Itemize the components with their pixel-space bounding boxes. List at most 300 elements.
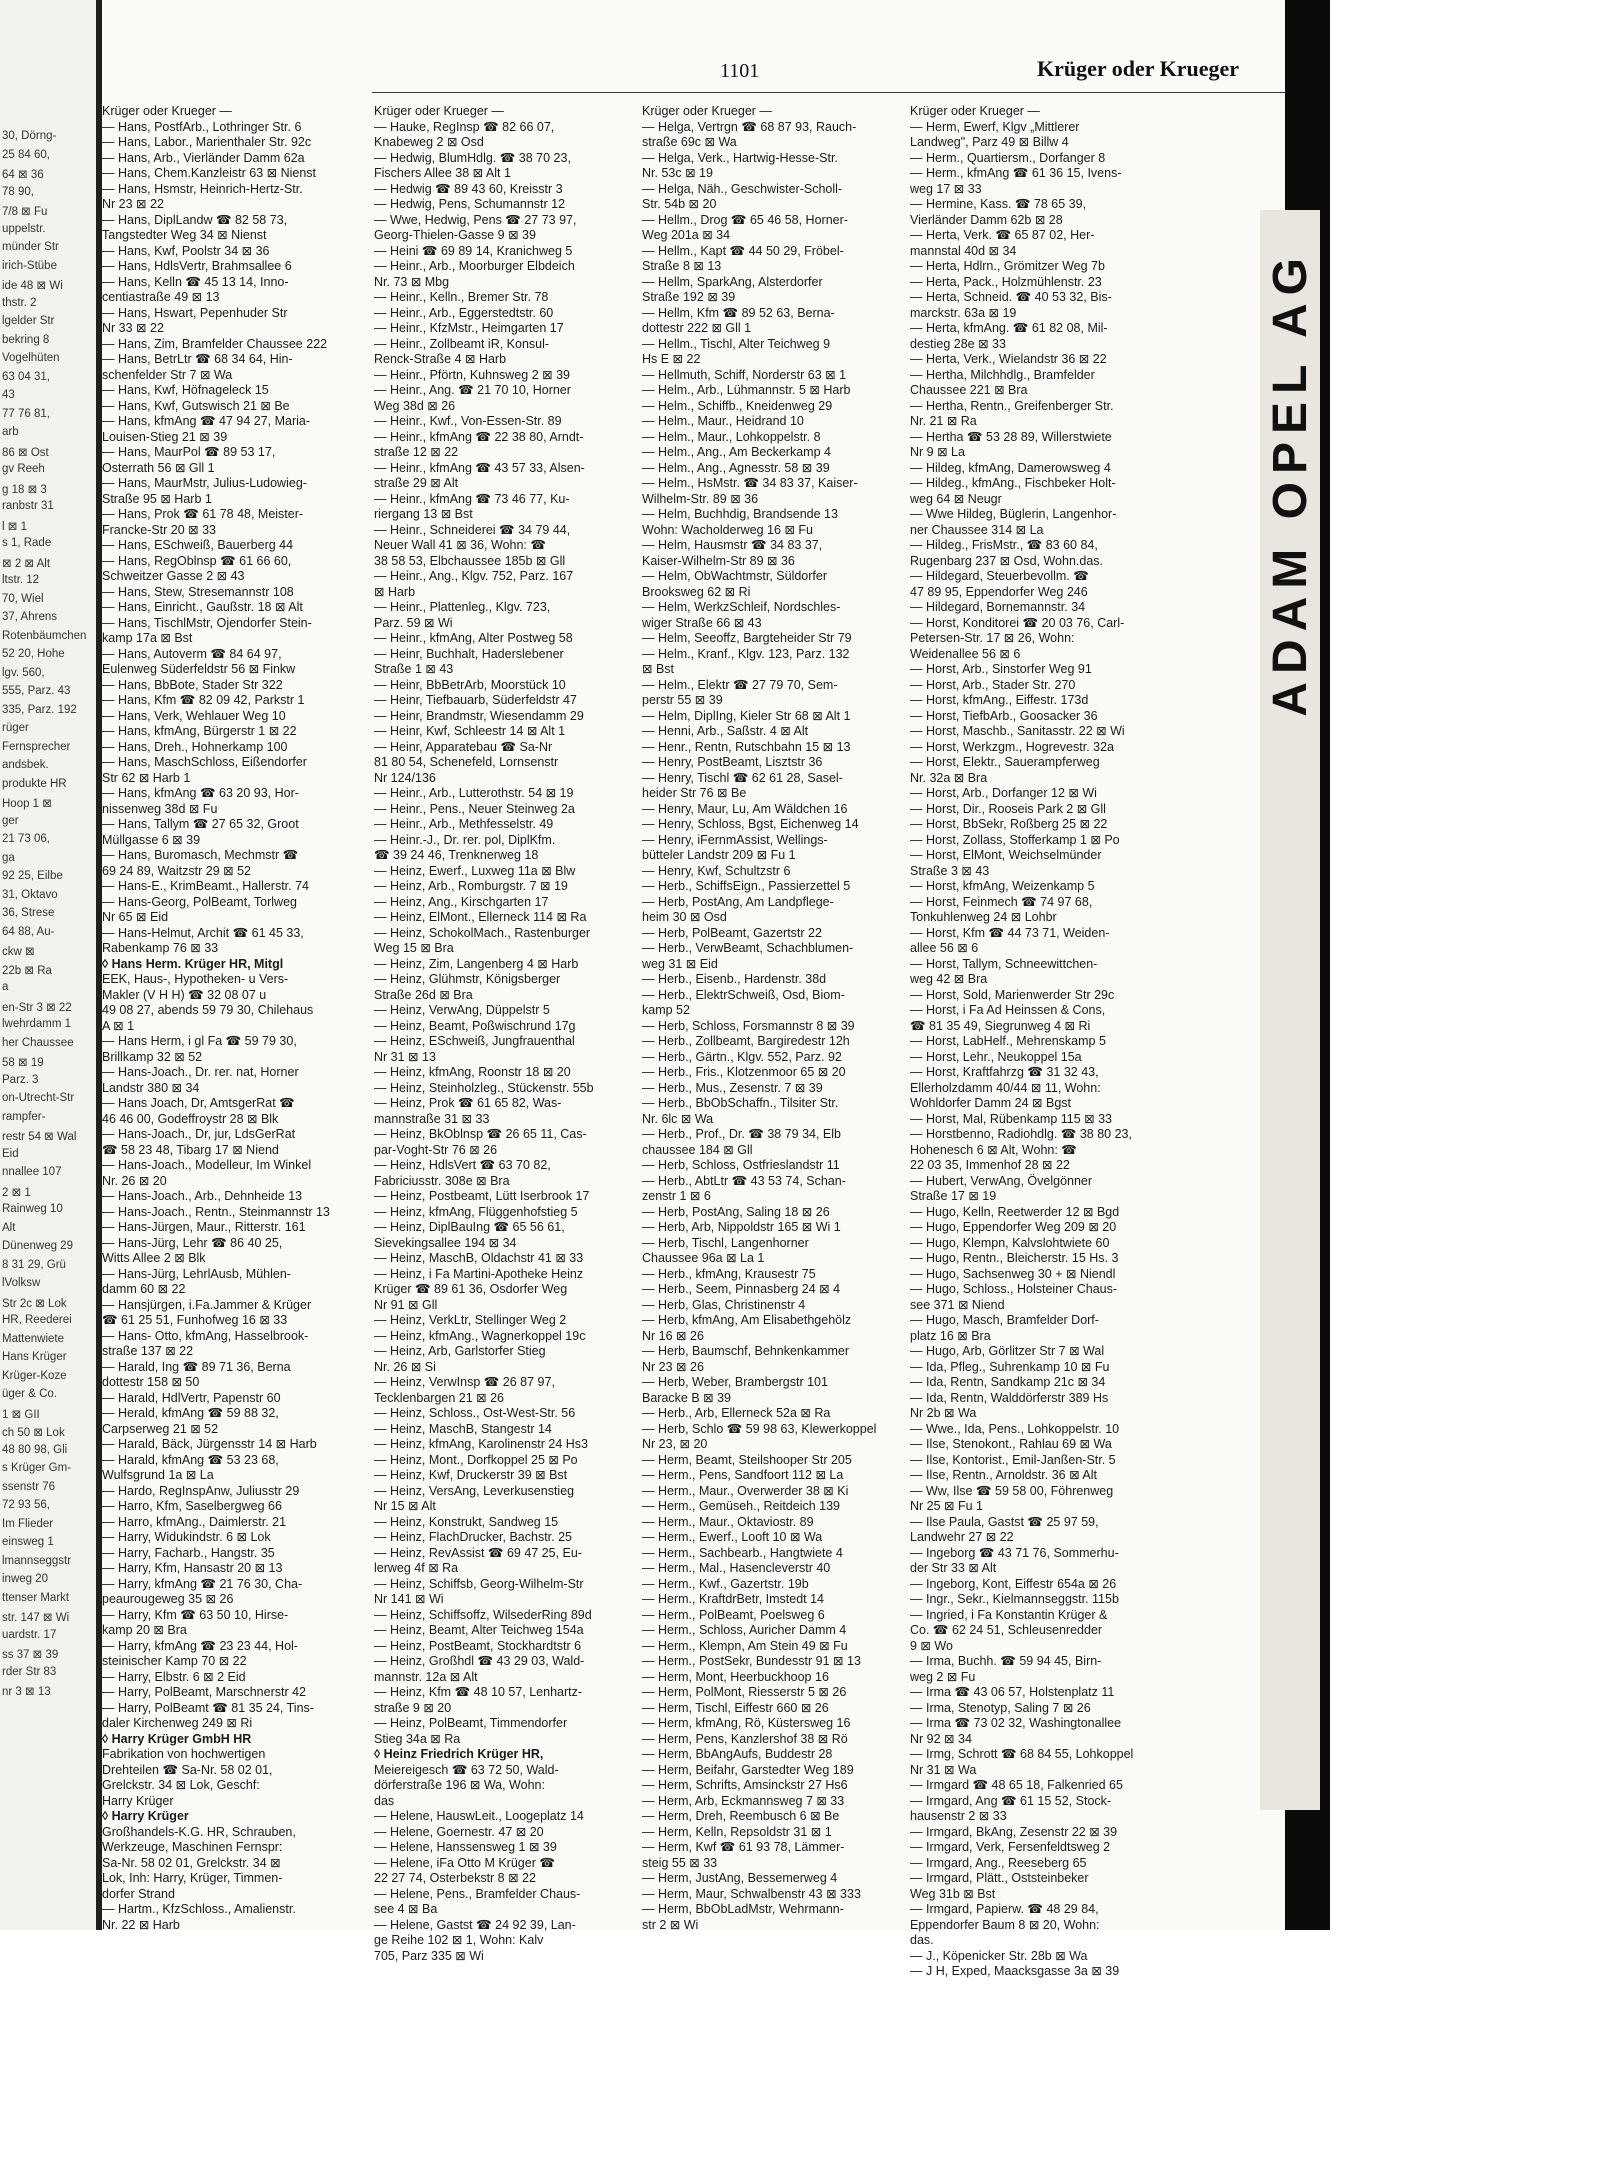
directory-entry-line: dottestr 158 ⊠ 50 [102, 1375, 200, 1389]
previous-page-fragment: 31, Oktavo [2, 888, 58, 901]
directory-entry-line: — Irmgard, Papierw. ☎ 48 29 84, [910, 1902, 1099, 1916]
previous-page-fragment: 64 ⊠ 36 [2, 169, 44, 181]
directory-entry-line: Tecklenbargen 21 ⊠ 26 [374, 1390, 505, 1405]
directory-entry-line: — Hans, BetrLtr ☎ 68 34 64, Hin- [102, 352, 293, 366]
previous-page-fragment: 335, Parz. 192 [2, 703, 77, 716]
directory-entry-line: — Horst, LabHelf., Mehrenskamp 5 [910, 1034, 1106, 1048]
directory-entry-line: Witts Allee 2 ⊠ Blk [102, 1251, 206, 1265]
directory-entry-line: — Hellm., Tischl, Alter Teichweg 9 [642, 336, 831, 351]
directory-entry-line: Müllgasse 6 ⊠ 39 [102, 832, 201, 847]
previous-page-fragment: lVolksw [2, 1277, 41, 1289]
directory-entry-line: — Herm, Dreh, Reembusch 6 ⊠ Be [642, 1809, 840, 1823]
directory-entry-line: — Herb., AbtLtr ☎ 43 53 74, Schan- [642, 1173, 846, 1188]
directory-entry-line: das. [910, 1933, 934, 1947]
column-entries [642, 120, 912, 1934]
directory-entry-line: — Herb., ElektrSchweiß, Osd, Biom- [642, 987, 845, 1002]
directory-entry-line: — Herm., Sachbearb., Hangtwiete 4 [642, 1545, 843, 1560]
directory-entry-line: — Ilse, Stenokont., Rahlau 69 ⊠ Wa [910, 1437, 1112, 1451]
directory-entry-line: — Heinz, Beamt, Poßwischrund 17g [374, 1018, 576, 1033]
directory-entry-line: — Helm., Schiffb., Kneidenweg 29 [642, 398, 833, 413]
directory-entry-line: — Hans, Kwf, Poolstr 34 ⊠ 36 [102, 243, 270, 258]
directory-entry-line: — Hugo, Klempn, Kalvslohtwiete 60 [910, 1235, 1110, 1250]
directory-entry-line: dörferstraße 196 ⊠ Wa, Wohn: [374, 1778, 545, 1792]
column-4 [910, 104, 1160, 1980]
previous-page-fragment: Hoop 1 ⊠ [2, 798, 52, 810]
previous-page-fragment: 52 20, Hohe [2, 648, 65, 660]
directory-entry-line: dottestr 222 ⊠ Gll 1 [642, 321, 752, 335]
directory-entry-line: — Hans, Buromasch, Mechmstr ☎ [102, 848, 299, 862]
directory-entry-line: Louisen-Stieg 21 ⊠ 39 [102, 429, 228, 444]
previous-page-fragment: 70, Wiel [2, 592, 44, 605]
previous-page-fragment: 64 88, Au- [2, 925, 55, 938]
directory-entry-line: — Heinr., Kelln., Bremer Str. 78 [374, 290, 549, 304]
previous-page-fragment: 30, Dörng- [2, 130, 57, 142]
directory-entry-line: Stieg 34a ⊠ Ra [374, 1731, 461, 1746]
directory-entry-line: das [374, 1793, 395, 1808]
directory-entry-line: — Hans, DiplLandw ☎ 82 58 73, [102, 212, 288, 227]
directory-entry-line: — Henry, iFernmAssist, Wellings- [642, 832, 828, 847]
directory-entry-line: — Horst, Feinmech ☎ 74 97 68, [910, 894, 1093, 909]
directory-entry-line: Nr 23, ⊠ 20 [642, 1437, 708, 1451]
directory-entry-line: — Herb., Arb, Ellerneck 52a ⊠ Ra [642, 1406, 831, 1420]
directory-entry-line: — Helene, Hanssensweg 1 ⊠ 39 [374, 1840, 557, 1854]
previous-page-fragment: restr 54 ⊠ Wal [2, 1131, 77, 1143]
directory-entry-line: — Heinz, VerkLtr, Stellinger Weg 2 [374, 1313, 567, 1327]
directory-entry-line: — Herb, Weber, Brambergstr 101 [642, 1375, 828, 1389]
directory-entry-line: — Harald, Bäck, Jürgensstr 14 ⊠ Harb [102, 1437, 317, 1451]
directory-entry-line: — Herb, Arb, Nippoldstr 165 ⊠ Wi 1 [642, 1220, 841, 1234]
previous-page-fragment: Vogelhüten [2, 352, 60, 364]
directory-entry-line: — Harry, Kfm, Hansastr 20 ⊠ 13 [102, 1561, 283, 1575]
directory-entry-line: Nr 31 ⊠ Wa [910, 1762, 977, 1777]
directory-entry-line: — Heinz, ESchweiß, Jungfrauenthal [374, 1034, 575, 1048]
previous-page-fragment: Rotenbäumchen [2, 629, 87, 642]
directory-entry-line: Nr 25 ⊠ Fu 1 [910, 1499, 983, 1513]
directory-entry-line: — Hans, Stew, Stresemannstr 108 [102, 584, 294, 599]
directory-entry-line: — Irma ☎ 43 06 57, Holstenplatz 11 [910, 1685, 1115, 1699]
directory-entry-line: Nr. 21 ⊠ Ra [910, 414, 977, 428]
directory-entry-line: — Hans, kfmAng ☎ 47 94 27, Maria- [102, 414, 311, 428]
directory-entry-line: Straße 17 ⊠ 19 [910, 1189, 997, 1203]
directory-entry-line: — Hans, kfmAng, Bürgerstr 1 ⊠ 22 [102, 724, 297, 738]
previous-page-fragment: 7/8 ⊠ Fu [2, 206, 48, 218]
directory-entry-line: — Ingeborg ☎ 43 71 76, Sommerhu- [910, 1545, 1119, 1560]
directory-entry-line: — Hans, Labor., Marienthaler Str. 92c [102, 135, 312, 149]
directory-entry-line: EEK, Haus-, Hypotheken- u Vers- [102, 972, 289, 986]
previous-page-fragment: inweg 20 [2, 1573, 49, 1585]
directory-entry-line: Lok, Inh: Harry, Krüger, Timmen- [102, 1871, 283, 1885]
directory-entry-line: — Hans, Kwf, Höfnageleck 15 [102, 383, 269, 397]
directory-entry-line: ⊠ Harb [374, 584, 416, 599]
directory-entry-line: — Heinz, HdlsVert ☎ 63 70 82, [374, 1158, 551, 1172]
directory-entry-line: Nr 15 ⊠ Alt [374, 1499, 436, 1513]
directory-entry-line: — Hildeg., kfmAng., Fischbeker Holt- [910, 476, 1116, 490]
directory-entry-line: mannstraße 31 ⊠ 33 [374, 1111, 490, 1126]
directory-entry-line: — Horst, TiefbArb., Goosacker 36 [910, 708, 1098, 723]
directory-entry-line: — Herm., Maur., Oktaviostr. 89 [642, 1514, 814, 1529]
directory-entry-line: — Heinz, Schiffsb, Georg-Wilhelm-Str [374, 1576, 584, 1591]
directory-entry-line: — Heinz, Kfm ☎ 48 10 57, Lenhartz- [374, 1685, 583, 1699]
directory-entry-line: heim 30 ⊠ Osd [642, 910, 727, 924]
previous-page-fragment: nnallee 107 [2, 1166, 62, 1178]
column-heading: Krüger oder Krueger — [642, 104, 772, 118]
directory-entry-line: Straße 1 ⊠ 43 [374, 662, 454, 676]
directory-entry-line: Eulenweg Süderfeldstr 56 ⊠ Finkw [102, 662, 296, 676]
directory-entry-line: — Herm, Tischl, Eiffestr 660 ⊠ 26 [642, 1700, 829, 1715]
directory-entry-line: — Heinz, kfmAng., Wagnerkoppel 19c [374, 1328, 586, 1343]
directory-entry-line: — Hans, Prok ☎ 61 78 48, Meister- [102, 507, 304, 521]
directory-entry-line: weg 31 ⊠ Eid [642, 956, 718, 971]
directory-entry-line: — Heinz, FlachDrucker, Bachstr. 25 [374, 1530, 572, 1544]
directory-entry-line: nissenweg 38d ⊠ Fu [102, 801, 218, 816]
directory-entry-line: — Helm., Maur., Heidrand 10 [642, 414, 804, 428]
directory-entry-line: — Irmgard, BkAng, Zesenstr 22 ⊠ 39 [910, 1824, 1118, 1839]
directory-entry-line: Weg 38d ⊠ 26 [374, 398, 456, 413]
directory-entry-line: — Ida, Rentn, Sandkamp 21c ⊠ 34 [910, 1375, 1106, 1389]
directory-entry-line: — Henr., Rentn, Rutschbahn 15 ⊠ 13 [642, 739, 851, 754]
directory-entry-line: — Harald, HdlVertr, Papenstr 60 [102, 1390, 281, 1405]
previous-page-fragment: en-Str 3 ⊠ 22 [2, 1001, 72, 1014]
directory-entry-line: — Heinr., KfzMstr., Heimgarten 17 [374, 321, 564, 335]
previous-page-fragment: Hans Krüger [2, 1351, 67, 1363]
directory-entry-line: zenstr 1 ⊠ 6 [642, 1189, 711, 1203]
directory-entry-line: — Herm, Beifahr, Garstedter Weg 189 [642, 1762, 854, 1777]
directory-entry-line: — Herb., VerwBeamt, Schachblumen- [642, 941, 854, 955]
directory-entry-line: — Helm., Ang., Agnesstr. 58 ⊠ 39 [642, 460, 830, 475]
directory-entry-line: — Heinr, Kwf, Schleestr 14 ⊠ Alt 1 [374, 724, 566, 738]
directory-entry-line: Schweitzer Gasse 2 ⊠ 43 [102, 569, 245, 583]
directory-entry-line: — Herb, PostAng, Saling 18 ⊠ 26 [642, 1204, 830, 1219]
directory-entry-line: ◊ Heinz Friedrich Krüger HR, [374, 1747, 544, 1761]
previous-page-fragment: ⊠ 2 ⊠ Alt [2, 557, 51, 570]
directory-entry-line: — Heinr., Kwf., Von-Essen-Str. 89 [374, 414, 562, 428]
directory-entry-line: — Horst, kfmAng, Weizenkamp 5 [910, 879, 1095, 893]
directory-entry-line: — Henry, Tischl ☎ 62 61 28, Sasel- [642, 770, 843, 785]
previous-page-fragment: 92 25, Eilbe [2, 870, 63, 882]
directory-entry-line: par-Voght-Str 76 ⊠ 26 [374, 1142, 498, 1157]
directory-entry-line: Nr 23 ⊠ 22 [102, 197, 164, 211]
directory-entry-line: — Herb., SchiffsEign., Passierzettel 5 [642, 879, 851, 893]
previous-page-fragment: 8 31 29, Grü [2, 1258, 66, 1271]
previous-page-fragment: uardstr. 17 [2, 1628, 57, 1641]
directory-entry-line: — Hildegard, Bornemannstr. 34 [910, 600, 1086, 614]
directory-entry-line: Petersen-Str. 17 ⊠ 26, Wohn: [910, 631, 1075, 645]
directory-entry-line: — Horst, Kfm ☎ 44 73 71, Weiden- [910, 925, 1110, 940]
previous-page-fragment: s 1, Rade [2, 537, 52, 549]
column-entries [910, 120, 1160, 1980]
directory-entry-line: — Heinr., Arb., Methfesselstr. 49 [374, 817, 554, 831]
previous-page-fragment: Mattenwiete [2, 1332, 65, 1345]
previous-page-fragment: münder Str [2, 241, 59, 253]
directory-entry-line: — Herb., Mus., Zesenstr. 7 ⊠ 39 [642, 1080, 823, 1095]
directory-entry-line: Meiereigesch ☎ 63 72 50, Wald- [374, 1762, 559, 1777]
column-entries [102, 120, 372, 1934]
previous-page-fragment: ttenser Markt [2, 1591, 70, 1604]
directory-entry-line: 22 27 74, Osterbekstr 8 ⊠ 22 [374, 1871, 536, 1885]
directory-entry-line: — Herb, PostAng, Am Landpflege- [642, 894, 834, 909]
directory-entry-line: — Horst, Mal, Rübenkamp 115 ⊠ 33 [910, 1111, 1112, 1126]
directory-entry-line: — Heinz, Glühmstr, Königsberger [374, 972, 561, 986]
directory-entry-line: — Heinr, Buchhalt, Haderslebener [374, 646, 564, 661]
directory-entry-line: — Heinz, Steinholzleg., Stückenstr. 55b [374, 1080, 594, 1095]
directory-entry-line: — Herb., Gärtn., Klgv. 552, Parz. 92 [642, 1049, 842, 1064]
directory-entry-line: Nr. 73 ⊠ Mbg [374, 274, 450, 289]
directory-entry-line: Renck-Straße 4 ⊠ Harb [374, 352, 507, 366]
directory-entry-line: Hs E ⊠ 22 [642, 352, 701, 366]
directory-entry-line: — Herb., Seem, Pinnasberg 24 ⊠ 4 [642, 1282, 841, 1296]
directory-entry-line: — Heinr., kfmAng ☎ 22 38 80, Arndt- [374, 429, 584, 444]
directory-entry-line: ner Chaussee 314 ⊠ La [910, 522, 1044, 537]
directory-entry-line: — Heinr, BbBetrArb, Moorstück 10 [374, 677, 566, 692]
directory-entry-line: — Helene, HauswLeit., Loogeplatz 14 [374, 1809, 584, 1823]
previous-page-fragment: ss 37 ⊠ 39 [2, 1649, 59, 1661]
previous-page-fragment: Parz. 3 [2, 1073, 39, 1086]
directory-entry-line: — Hertha, Rentn., Greifenberger Str. [910, 398, 1114, 413]
directory-entry-line: — Hans, MaschSchloss, Eißendorfer [102, 755, 307, 769]
directory-entry-line: — Heinz, Mont., Dorfkoppel 25 ⊠ Po [374, 1452, 578, 1467]
directory-entry-line: — Hartm., KfzSchloss., Amalienstr. [102, 1902, 296, 1916]
directory-entry-line: — Heini ☎ 69 89 14, Kranichweg 5 [374, 243, 573, 258]
directory-entry-line: — Hans, Dreh., Hohnerkamp 100 [102, 739, 288, 754]
previous-page-fragment: a [2, 981, 9, 993]
directory-entry-line: dorfer Strand [102, 1886, 175, 1901]
directory-entry-line: Weidenallee 56 ⊠ 6 [910, 646, 1021, 661]
directory-entry-line: ◊ Hans Herm. Krüger HR, Mitgl [102, 956, 284, 971]
directory-entry-line: allee 56 ⊠ 6 [910, 941, 979, 955]
directory-entry-line: — Horst, kfmAng., Eiffestr. 173d [910, 693, 1089, 707]
directory-entry-line: — Hans-Joach., Dr, jur, LdsGerRat [102, 1127, 296, 1141]
directory-entry-line: — Herm., Pens, Sandfoort 112 ⊠ La [642, 1468, 844, 1482]
directory-entry-line: — Helm., Ang., Am Beckerkamp 4 [642, 445, 831, 459]
directory-entry-line: — Herb., kfmAng, Krausestr 75 [642, 1266, 816, 1281]
directory-entry-line: Co. ☎ 62 24 51, Schleusenredder [910, 1623, 1103, 1637]
directory-entry-line: — Hertha ☎ 53 28 89, Willerstwiete [910, 429, 1112, 444]
directory-entry-line: — Hans-Georg, PolBeamt, Torlweg [102, 894, 297, 909]
directory-entry-line: straße 9 ⊠ 20 [374, 1700, 452, 1715]
directory-entry-line: — Hugo, Masch, Bramfelder Dorf- [910, 1313, 1099, 1327]
directory-entry-line: Rugenbarg 237 ⊠ Osd, Wohn.das. [910, 553, 1103, 568]
previous-page-fragment: 48 80 98, Gli [2, 1443, 68, 1456]
directory-entry-line: — Heinz, Schloss., Ost-West-Str. 56 [374, 1406, 576, 1420]
directory-entry-line: — Heinz, Großhdl ☎ 43 29 03, Wald- [374, 1654, 585, 1668]
directory-entry-line: kamp 17a ⊠ Bst [102, 631, 193, 645]
directory-entry-line: — Heinz, PolBeamt, Timmendorfer [374, 1716, 568, 1730]
directory-entry-line: ☎ 61 25 51, Funhofweg 16 ⊠ 33 [102, 1313, 288, 1327]
previous-page-fragment: thstr. 2 [2, 296, 37, 309]
directory-entry-line: Sa-Nr. 58 02 01, Grelckstr. 34 ⊠ [102, 1855, 281, 1870]
directory-entry-line: kamp 52 [642, 1003, 690, 1017]
directory-entry-line: Tonkuhlenweg 24 ⊠ Lohbr [910, 910, 1057, 924]
directory-entry-line: — Heinr., Ang. ☎ 21 70 10, Horner [374, 383, 571, 397]
directory-entry-line: Landweg", Parz 49 ⊠ Billw 4 [910, 135, 1069, 149]
directory-entry-line: Chaussee 221 ⊠ Bra [910, 383, 1028, 397]
directory-entry-line: — Horst, Zollass, Stofferkamp 1 ⊠ Po [910, 832, 1120, 847]
directory-entry-line: — Herm, Kwf ☎ 61 93 78, Lämmer- [642, 1840, 845, 1854]
directory-entry-line: Fabriciusstr. 308e ⊠ Bra [374, 1173, 510, 1188]
directory-entry-line: — Horst, Werkzgm., Hogrevestr. 32a [910, 739, 1114, 754]
directory-entry-line: — Heinz, Postbeamt, Lütt Iserbrook 17 [374, 1189, 590, 1203]
directory-entry-line: Nr. 26 ⊠ 20 [102, 1173, 167, 1188]
directory-entry-line: — Heinr., Arb., Eggerstedtstr. 60 [374, 305, 554, 320]
previous-page-fragment: Eid [2, 1147, 19, 1160]
directory-entry-line: — Hedwig ☎ 89 43 60, Kreisstr 3 [374, 181, 563, 196]
directory-entry-line: 47 89 95, Eppendorfer Weg 246 [910, 584, 1088, 599]
directory-entry-line: — Hans-Joach., Dr. rer. nat, Horner [102, 1065, 299, 1079]
directory-entry-line: — Herb., Prof., Dr. ☎ 38 79 34, Elb [642, 1127, 841, 1141]
previous-page-fragment: 1 ⊠ GII [2, 1408, 40, 1421]
directory-entry-line: — Heinz, DiplBauIng ☎ 65 56 61, [374, 1220, 565, 1234]
directory-entry-line: — Herm., Gemüseh., Reitdeich 139 [642, 1499, 840, 1513]
column-entries [374, 120, 644, 1965]
directory-entry-line: — Heinz, kfmAng, Karolinenstr 24 Hs3 [374, 1437, 588, 1451]
directory-entry-line: — Hugo, Rentn., Bleicherstr. 15 Hs. 3 [910, 1251, 1119, 1265]
column-1 [102, 104, 372, 1933]
directory-entry-line: — Hans, Zim, Bramfelder Chaussee 222 [102, 336, 328, 351]
directory-entry-line: Brillkamp 32 ⊠ 52 [102, 1049, 203, 1064]
directory-entry-line: — Herm, Beamt, Steilshooper Str 205 [642, 1452, 852, 1467]
directory-entry-line: — Wwe Hildeg, Büglerin, Langenhor- [910, 507, 1117, 521]
directory-entry-line: — Heinz, ElMont., Ellerneck 114 ⊠ Ra [374, 910, 587, 924]
previous-page-fragment: lgv. 560, [2, 666, 45, 679]
directory-entry-line: — Ww, Ilse ☎ 59 58 00, Föhrenweg [910, 1483, 1114, 1498]
directory-entry-line: — Hedwig, BlumHdlg. ☎ 38 70 23, [374, 150, 571, 165]
directory-entry-line: heider Str 76 ⊠ Be [642, 786, 747, 800]
previous-page-fragment: Krüger-Koze [2, 1369, 67, 1382]
previous-page-fragment: 43 [2, 389, 15, 401]
directory-entry-line: — Hans, RegOblnsp ☎ 61 66 60, [102, 553, 292, 568]
directory-entry-line: — Herm., PostSekr, Bundesstr 91 ⊠ 13 [642, 1654, 861, 1668]
directory-entry-line: — Helene, iFa Otto M Krüger ☎ [374, 1855, 555, 1870]
previous-page-fragment: ltstr. 12 [2, 574, 40, 586]
directory-entry-line: — Horst, Elektr., Sauerampferweg [910, 755, 1100, 769]
directory-entry-line: — Ilse, Kontorist., Emil-Janßen-Str. 5 [910, 1452, 1116, 1467]
directory-entry-line: — Harro, kfmAng., Daimlerstr. 21 [102, 1514, 287, 1529]
directory-entry-line: 69 24 89, Waitzstr 29 ⊠ 52 [102, 863, 251, 878]
previous-page-fragment: ger [2, 814, 19, 827]
previous-page-fragment: on-Utrecht-Str [2, 1092, 75, 1104]
directory-entry-line: — Ingried, i Fa Konstantin Krüger & [910, 1607, 1108, 1622]
directory-entry-line: — Hans-Jürgen, Maur., Ritterstr. 161 [102, 1220, 306, 1234]
directory-entry-line: 22 03 35, Immenhof 28 ⊠ 22 [910, 1158, 1070, 1172]
directory-entry-line: Knabeweg 2 ⊠ Osd [374, 135, 484, 149]
running-head: Krüger oder Krueger [1037, 56, 1240, 81]
previous-page-fragment: üger & Co. [2, 1388, 57, 1400]
directory-entry-line: — Heinz, i Fa Martini-Apotheke Heinz [374, 1266, 584, 1281]
previous-page-edge [0, 0, 96, 1930]
column-3 [642, 104, 912, 1933]
directory-entry-line: — Herm, Arb, Eckmannsweg 7 ⊠ 33 [642, 1793, 845, 1808]
directory-entry-line: — Hans Herm, i gl Fa ☎ 59 79 30, [102, 1034, 297, 1048]
column-2 [374, 104, 644, 1964]
directory-entry-line: — Hans, Kfm ☎ 82 09 42, Parkstr 1 [102, 693, 305, 707]
directory-entry-line: — Ingr., Sekr., Kielmannseggstr. 115b [910, 1592, 1119, 1606]
directory-entry-line: — Heinz, VerwInsp ☎ 26 87 97, [374, 1375, 555, 1389]
directory-entry-line: — Horst, Lehr., Neukoppel 15a [910, 1049, 1082, 1064]
directory-entry-line: — Heinr., Pens., Neuer Steinweg 2a [374, 801, 575, 816]
directory-entry-line: centiastraße 49 ⊠ 13 [102, 290, 220, 304]
directory-entry-line: — Harry, Elbstr. 6 ⊠ 2 Eid [102, 1669, 246, 1684]
previous-page-fragment: l ⊠ 1 [2, 520, 27, 533]
directory-entry-line: — Hardo, RegInspAnw, Juliusstr 29 [102, 1483, 300, 1498]
directory-entry-line: Weg 31b ⊠ Bst [910, 1886, 996, 1901]
directory-entry-line: Ellerholzdamm 40/44 ⊠ 11, Wohn: [910, 1080, 1101, 1095]
directory-entry-line: — Helm., Maur., Lohkoppelstr. 8 [642, 429, 821, 444]
directory-entry-line: — Horst, Dir., Rooseis Park 2 ⊠ Gll [910, 801, 1106, 816]
previous-page-fragment: Rainweg 10 [2, 1203, 63, 1215]
directory-entry-line: — Harry, PolBeamt ☎ 81 35 24, Tins- [102, 1700, 314, 1715]
directory-entry-line: — Hellm., Kapt ☎ 44 50 29, Fröbel- [642, 243, 844, 258]
previous-page-fragment: rüger [2, 722, 29, 734]
directory-entry-line: — Herm., Mal., Hasencleverstr 40 [642, 1561, 831, 1575]
directory-entry-line: — Herm., Kwf., Gazertstr. 19b [642, 1576, 809, 1591]
directory-entry-line: — Wwe., Ida, Pens., Lohkoppelstr. 10 [910, 1421, 1120, 1436]
directory-entry-line: riergang 13 ⊠ Bst [374, 507, 473, 521]
directory-entry-line: Str 62 ⊠ Harb 1 [102, 770, 191, 785]
directory-entry-line: ◊ Harry Krüger [102, 1809, 189, 1823]
directory-entry-line: — Hellm, Kfm ☎ 89 52 63, Berna- [642, 305, 835, 320]
directory-entry-line: — Herm., Schloss, Auricher Damm 4 [642, 1623, 847, 1637]
directory-entry-line: — Henry, Maur, Lu, Am Wäldchen 16 [642, 801, 848, 816]
directory-entry-line: — Helm, DiplIng, Kieler Str 68 ⊠ Alt 1 [642, 708, 851, 723]
directory-entry-line: — Herb, Baumschf, Behnkenkammer [642, 1344, 850, 1358]
directory-entry-line: weg 2 ⊠ Fu [910, 1669, 976, 1684]
previous-page-fragment: s Krüger Gm- [2, 1462, 72, 1474]
previous-page-fragment: gv Reeh [2, 463, 45, 475]
directory-entry-line: — Herm., Ewerf., Looft 10 ⊠ Wa [642, 1530, 823, 1544]
directory-entry-line: Fischers Allee 38 ⊠ Alt 1 [374, 166, 511, 180]
directory-entry-line: Nr 33 ⊠ 22 [102, 321, 164, 335]
previous-page-fragment: ranbstr 31 [2, 500, 54, 512]
directory-entry-line: — Hans, TischlMstr, Ojendorfer Stein- [102, 615, 312, 630]
directory-entry-line: straße 69c ⊠ Wa [642, 135, 737, 149]
directory-entry-line: — Heinz, Beamt, Alter Teichweg 154a [374, 1623, 584, 1637]
directory-entry-line: 49 08 27, abends 59 79 30, Chilehaus [102, 1003, 314, 1017]
directory-entry-line: — Ida, Rentn, Walddörferstr 389 Hs [910, 1390, 1109, 1405]
directory-entry-line: — Herta, Pack., Holzmühlenstr. 23 [910, 274, 1102, 289]
directory-entry-line: — Heinz, Arb, Garlstorfer Stieg [374, 1344, 546, 1358]
directory-entry-line: — Ilse, Rentn., Arnoldstr. 36 ⊠ Alt [910, 1468, 1097, 1482]
directory-entry-line: — Herm., Klempn, Am Stein 49 ⊠ Fu [642, 1638, 848, 1653]
directory-entry-line: Straße 26d ⊠ Bra [374, 987, 473, 1002]
directory-entry-line: — Heinr., Plattenleg., Klgv. 723, [374, 600, 551, 614]
previous-page-fragment: bekring 8 [2, 333, 50, 346]
directory-entry-line: — Herta, Schneid. ☎ 40 53 32, Bis- [910, 290, 1112, 304]
directory-entry-line: — Henry, Kwf, Schultzstr 6 [642, 863, 791, 878]
directory-entry-line: — Harry, Kfm ☎ 63 50 10, Hirse- [102, 1607, 289, 1622]
directory-entry-line: Eppendorfer Baum 8 ⊠ 20, Wohn: [910, 1917, 1100, 1932]
directory-entry-line: ◊ Harry Krüger GmbH HR [102, 1731, 252, 1746]
directory-entry-line: Nr. 32a ⊠ Bra [910, 770, 988, 785]
directory-entry-line: Werkzeuge, Maschinen Fernspr: [102, 1840, 283, 1854]
directory-entry-line: — Ilse Paula, Gastst ☎ 25 97 59, [910, 1514, 1099, 1529]
directory-entry-line: — Hugo, Schloss., Holsteiner Chaus- [910, 1282, 1118, 1296]
directory-entry-line: — Hellm, SparkAng, Alsterdorfer [642, 274, 823, 289]
previous-page-fragment: lgelder Str [2, 315, 55, 327]
directory-entry-line: Nr 91 ⊠ Gll [374, 1297, 438, 1312]
directory-entry-line: ☎ 39 24 46, Trenknerweg 18 [374, 848, 539, 862]
previous-page-fragment: Dünenweg 29 [2, 1240, 73, 1252]
directory-entry-line: — Helm., Arb., Lühmannstr. 5 ⊠ Harb [642, 383, 851, 397]
directory-entry-line: — Herm, Maur, Schwalbenstr 43 ⊠ 333 [642, 1886, 861, 1901]
directory-entry-line: — Helene, Gastst ☎ 24 92 39, Lan- [374, 1917, 576, 1932]
directory-entry-line: — Herm, Kelln, Repsoldstr 31 ⊠ 1 [642, 1824, 832, 1839]
directory-entry-line: mannstr. 12a ⊠ Alt [374, 1669, 478, 1684]
directory-entry-line: — Hans, Hswart, Pepenhuder Str [102, 305, 288, 320]
directory-entry-line: — Herb., BbObSchaffn., Tilsiter Str. [642, 1096, 839, 1110]
previous-page-fragment: g 18 ⊠ 3 [2, 483, 47, 496]
directory-entry-line: Baracke B ⊠ 39 [642, 1390, 731, 1405]
directory-entry-line: Grelckstr. 34 ⊠ Lok, Geschf: [102, 1778, 260, 1792]
